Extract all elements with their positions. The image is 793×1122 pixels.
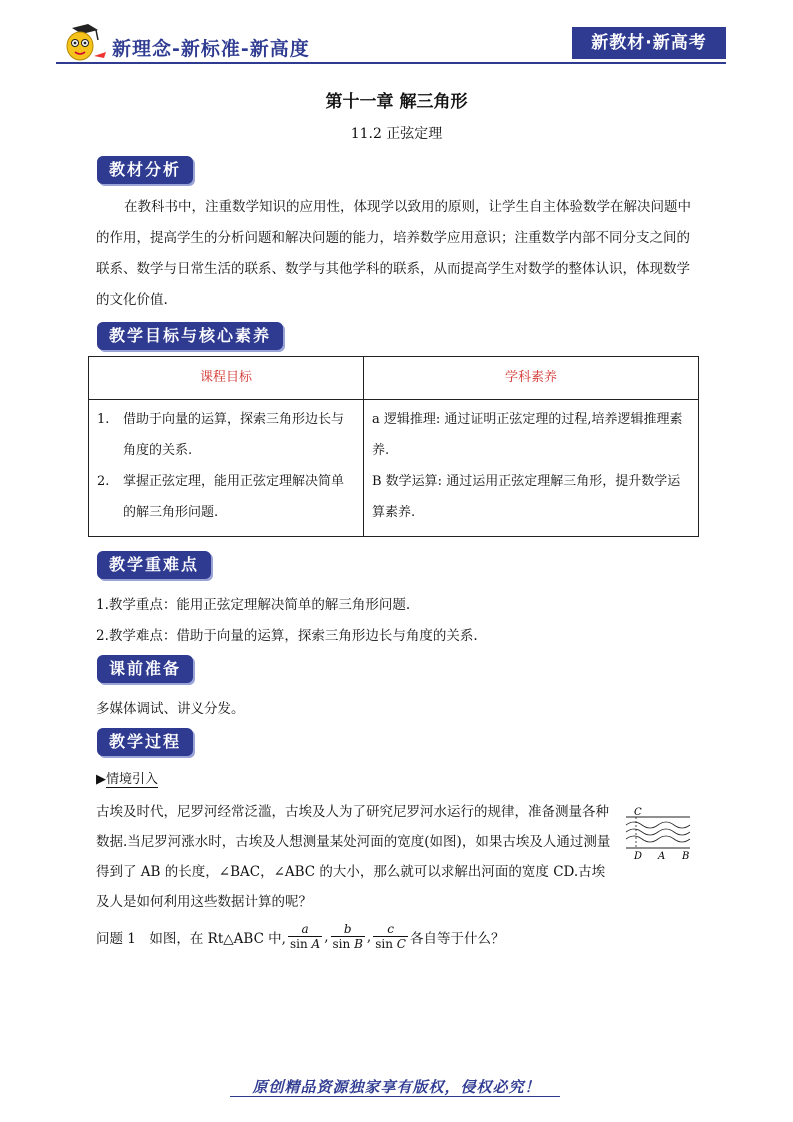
question-1: 问题 1 如图，在 Rt△ABC 中, $\frac{a}{\text{sin A}}$ , $\frac{b}{\text{sin B}}$ , $\frac{c}{\text{sin C}}$ 各自等于什么？ bbox=[96, 922, 505, 951]
footer-underline bbox=[230, 1096, 560, 1097]
badge-analysis: 教材分析 bbox=[97, 156, 193, 184]
badge-prep: 课前准备 bbox=[97, 655, 193, 683]
goals-literacy-cell bbox=[364, 400, 699, 537]
literacy-item: a 逻辑推理: 通过证明正弦定理的过程,培养逻辑推理素养. bbox=[372, 412, 683, 458]
chapter-title: 第十一章 解三角形 bbox=[325, 92, 468, 112]
scene-intro-label: ▶情境引入 bbox=[96, 772, 159, 787]
key-point-1: 1.教学重点：能用正弦定理解决简单的解三角形问题. bbox=[96, 597, 411, 613]
badge-process: 教学过程 bbox=[97, 728, 193, 756]
header-divider bbox=[56, 62, 726, 64]
figure-label-a: A bbox=[658, 851, 666, 862]
goals-header-course: 课程目标 bbox=[89, 357, 364, 400]
badge-key-points: 教学重难点 bbox=[97, 551, 211, 579]
fraction-a-over-sinA: $\frac{a}{\text{sin A}}$ bbox=[289, 922, 321, 951]
scene-paragraph: 古埃及时代，尼罗河经常泛滥，古埃及人为了研究尼罗河水运行的规律，准备测量各种数据.当尼罗河涨水时，古埃及人想测量某处河面的宽度(如图)，如果古埃及人通过测量得到了 AB 的长度，∠BAC，∠ABC 的大小，那么就可以求解出河面的宽度 CD.古埃及人是如何利用这些数据计算的呢？ bbox=[96, 804, 611, 910]
river-figure bbox=[620, 803, 694, 863]
figure-label-b: B bbox=[682, 851, 690, 862]
goals-header-literacy: 学科素养 bbox=[364, 357, 699, 400]
goals-table bbox=[88, 356, 699, 537]
header-slogan: 新理念-新标准-新高度 bbox=[112, 38, 310, 60]
mascot-logo-icon bbox=[58, 22, 108, 64]
literacy-item: B 数学运算: 通过运用正弦定理解三角形，提升数学运算素养. bbox=[372, 474, 681, 520]
goal-item: 2. 掌握正弦定理，能用正弦定理解决简单的解三角形问题. bbox=[97, 474, 345, 520]
badge-goals: 教学目标与核心素养 bbox=[97, 322, 283, 350]
prep-text: 多媒体调试、讲义分发。 bbox=[96, 701, 245, 717]
figure-label-d: D bbox=[634, 851, 643, 862]
header-brand: 新教材·新高考 bbox=[572, 27, 726, 59]
analysis-paragraph: 在教科书中，注重数学知识的应用性，体现学以致用的原则，让学生自主体验数学在解决问题中的作用，提高学生的分析问题和解决问题的能力，培养数学应用意识；注重数学内部不同分支之间的联系、数学与日常生活的联系、数学与其他学科的联系，从而提高学生对数学的整体认识，体现数学的文化价值. bbox=[96, 199, 691, 308]
fraction-b-over-sinB: $\frac{b}{\text{sin B}}$ bbox=[332, 922, 363, 951]
section-title: 11.2 正弦定理 bbox=[350, 126, 443, 142]
goals-course-cell bbox=[89, 400, 364, 537]
goal-item: 1. 借助于向量的运算，探索三角形边长与角度的关系. bbox=[97, 412, 345, 458]
footer-copyright: 原创精品资源独家享有版权，侵权必究！ bbox=[252, 1078, 541, 1096]
figure-label-c: C bbox=[634, 807, 642, 818]
fraction-c-over-sinC: $\frac{c}{\text{sin C}}$ bbox=[375, 922, 406, 951]
key-point-2: 2.教学难点：借助于向量的运算，探索三角形边长与角度的关系. bbox=[96, 628, 478, 644]
